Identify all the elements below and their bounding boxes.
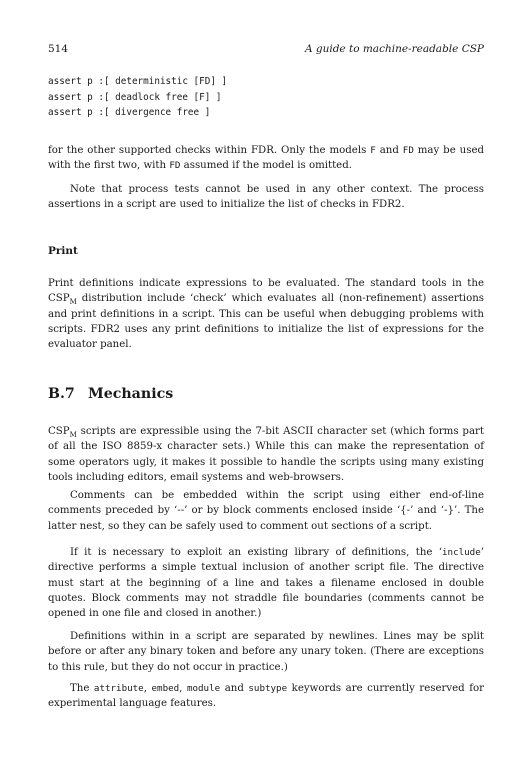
paragraph-comments: Comments can be embedded within the script using either end-of-line comments preceded by ‘--’ or by block comments enclosed inside ‘{-’ and ‘-}’. The latter nest, so they can be safely used to comment out sections of a script.: [48, 490, 484, 532]
paragraph-reserved: The attribute, embed, module and subtype keywords are currently reserved for experimental language features.: [48, 683, 485, 710]
keyword: embed: [151, 683, 180, 694]
paragraph-include: If it is necessary to exploit an existing library of definitions, the ‘include’ directive performs a simple textual inclusion of another script file. The directive must start at the beginning of a line and takes a filename enclosed in double quotes. Block comments may not straddle file boundaries (comments cannot be opened in one file and closed in another.): [48, 547, 484, 620]
paragraph-ascii: $CSP_M$ scripts are expressible using the 7-bit ASCII character set (which forms part of all the ISO 8859-x character sets.) While this can make the representation of some operators ugly, it makes it possible to handle the scripts using many existing tools including editors, email systems and web-browsers.: [48, 426, 484, 483]
paragraph-print: Print definitions indicate expressions to be evaluated. The standard tools in the $CSP_M$ distribution include ‘check’ which evaluates all (non-refinement) assertions and print definitions in a script. This can be useful when debugging problems with scripts. FDR2 uses any print definitions to initialize the list of expressions for the evaluator panel.: [48, 278, 484, 351]
running-head: [48, 42, 484, 58]
section-number: B.7: [48, 386, 75, 402]
section-title: Mechanics: [88, 386, 174, 402]
code-block: [48, 74, 484, 121]
print-heading: Print: [48, 245, 78, 257]
keyword: module: [186, 683, 221, 694]
model-code: F: [370, 145, 376, 156]
paragraph-checks: for the other supported checks within FDR. Only the models F and FD may be used with the first two, with FD assumed if the model is omitted.: [48, 145, 484, 172]
keyword: attribute: [93, 683, 144, 694]
paragraph-newlines: Definitions within in a script are separated by newlines. Lines may be split before or after any binary token and before any unary token. (There are exceptions to this rule, but they do not occur in practice.): [48, 631, 484, 673]
code-line: assert p :[ deadlock free [F] ]: [48, 91, 222, 103]
model-code: FD: [402, 145, 414, 156]
section-heading: [48, 387, 484, 402]
code-line: assert p :[ divergence free ]: [48, 107, 211, 118]
paragraph-process-tests: Note that process tests cannot be used in any other context. The process assertions in a script are used to initialize the list of checks in FDR2.: [48, 184, 484, 211]
code-line: assert p :[ deterministic [FD] ]: [48, 76, 228, 87]
page-number: 514: [48, 43, 69, 55]
keyword: include: [442, 547, 481, 558]
keyword: subtype: [248, 683, 288, 694]
running-title: A guide to machine-readable CSP: [304, 43, 484, 55]
model-code: FD: [169, 160, 181, 172]
